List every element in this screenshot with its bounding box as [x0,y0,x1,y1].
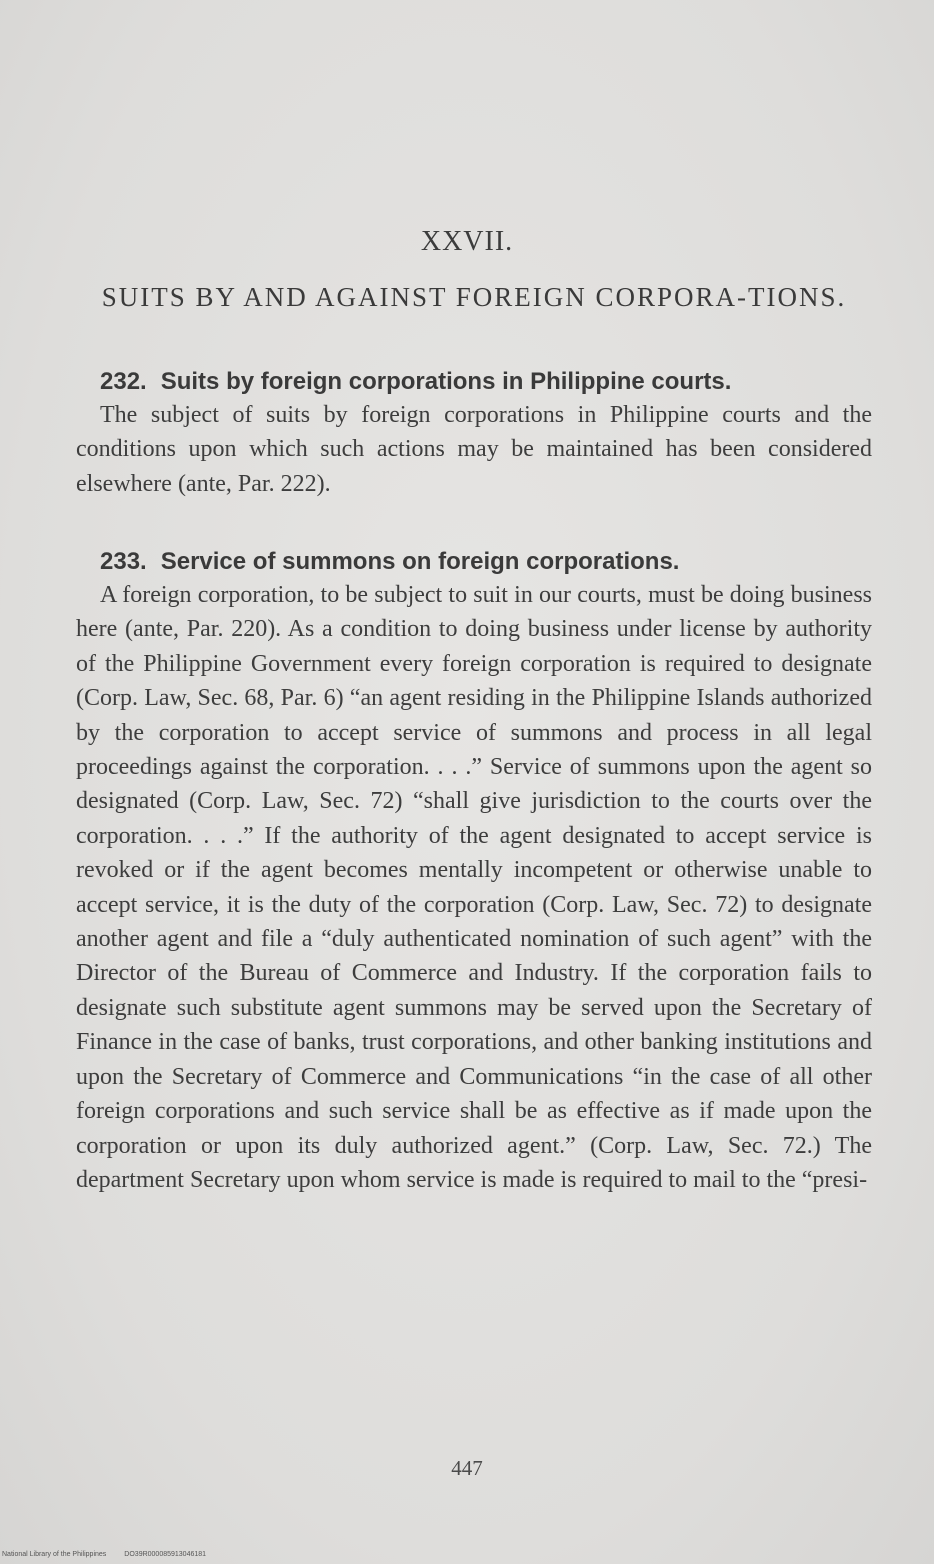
page-number: 447 [451,1456,483,1480]
section-body: The subject of suits by foreign corporations in Philippine courts and the conditions upon which such actions may be maintained has been considered elsewhere (ante, Par. 222). [76,402,872,497]
chapter-title: SUITS BY AND AGAINST FOREIGN CORPORA-TIONS. [101,282,847,312]
section-number: 232. [100,368,147,395]
document-identifier: DO39R000085913046181 [124,1551,207,1558]
section-heading-text: Service of summons on foreign corporations. [160,548,680,575]
section-232 [76,366,872,501]
chapter-number: XXVII. [420,226,514,257]
section-heading [76,366,872,398]
section-number: 233. [100,548,147,575]
section-heading [76,546,872,578]
footer-credit [2,1551,224,1558]
section-body: A foreign corporation, to be subject to suit in our courts, must be doing business here (ante, Par. 220). As a condition to doing business under license by authority of the Philippine Government every foreign corporation is required to designate (Corp. Law, Sec. 68, Par. 6) “an agent residing in the Philippine Islands authorized by the corporation to accept service of summons and process in all legal proceedings against the corporation. . . .” Service of summons upon the agent so designated (Corp. Law, Sec. 72) “shall give jurisdiction to the courts over the corporation. . . .” If the authority of the agent designated to accept service is revoked or if the agent becomes mentally incompetent or otherwise unable to accept service, it is the duty of the corporation (Corp. Law, Sec. 72) to designate another agent and file a “duly authenticated nomination of such agent” with the Director of the Bureau of Commerce and Industry. If the corporation fails to designate such substitute agent summons may be served upon the Secretary of Finance in the case of banks, trust corporations, and other banking institutions and upon the Secretary of Commerce and Communications “in the case of all other foreign corporations and such service shall be as effective as if made upon the corporation or upon its duly authorized agent.” (Corp. Law, Sec. 72.) The department Secretary upon whom service is made is required to mail to the “presi- [76,582,872,1193]
section-heading-text: Suits by foreign corporations in Philippine courts. [160,368,732,395]
faded-running-head [300,72,700,92]
section-233 [76,546,872,1197]
library-credit: National Library of the Philippines [2,1551,107,1558]
